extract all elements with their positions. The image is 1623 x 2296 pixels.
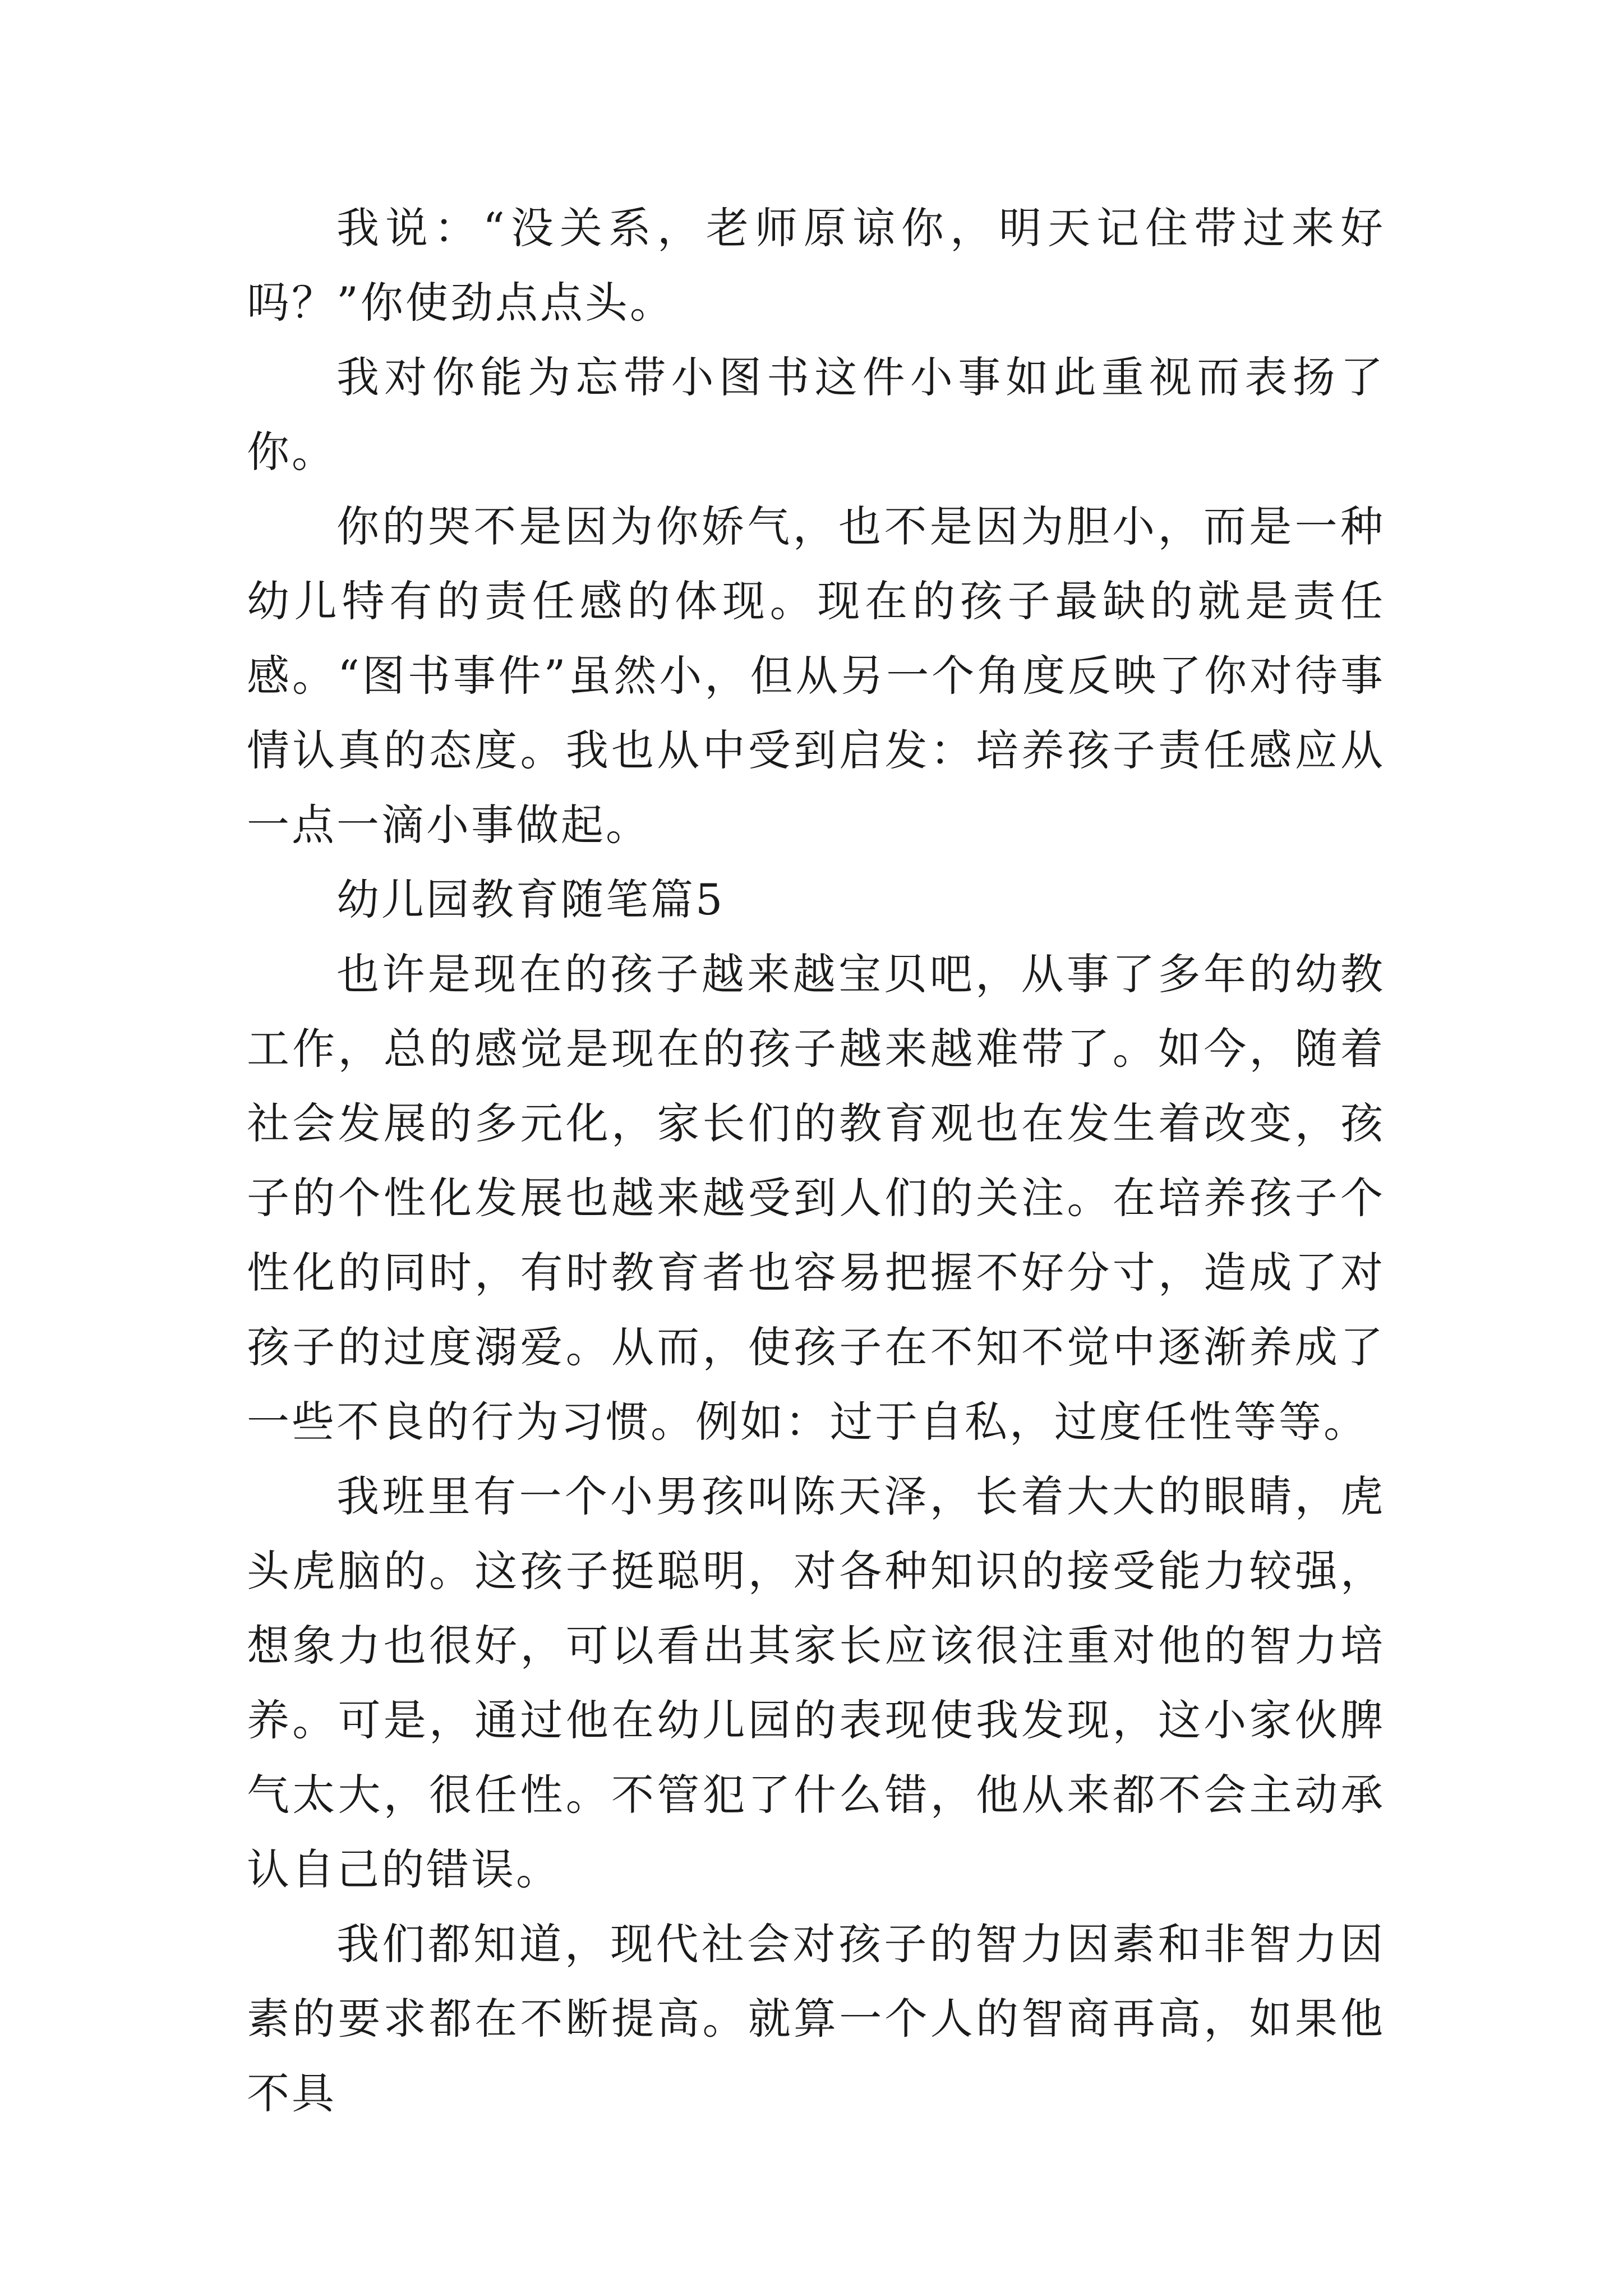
paragraph-4: 也许是现在的孩子越来越宝贝吧，从事了多年的幼教工作，总的感觉是现在的孩子越来越难带了。如今，随着社会发展的多元化，家长们的教育观也在发生着改变，孩子的个性化发展也越来越受到人们的关注。在培养孩子个性化的同时，有时教育者也容易把握不好分寸，造成了对孩子的过度溺爱。从而，使孩子在不知不觉中逐渐养成了一些不良的行为习惯。例如：过于自私，过度任性等等。 <box>247 949 1385 1447</box>
paragraph-2: 我对你能为忘带小图书这件小事如此重视而表扬了你。 <box>247 352 1385 477</box>
paragraph-6: 我们都知道，现代社会对孩子的智力因素和非智力因素的要求都在不断提高。就算一个人的智商再高，如果他不具 <box>247 1919 1385 2118</box>
section-heading: 幼儿园教育随笔篇5 <box>336 875 725 924</box>
paragraph-1: 我说：“没关系，老师原谅你，明天记住带过来好吗？”你使劲点点头。 <box>247 203 1385 328</box>
paragraph-3: 你的哭不是因为你娇气，也不是因为胆小，而是一种幼儿特有的责任感的体现。现在的孩子最缺的就是责任感。“图书事件”虽然小，但从另一个角度反映了你对待事情认真的态度。我也从中受到启发：培养孩子责任感应从一点一滴小事做起。 <box>247 501 1385 850</box>
paragraph-5: 我班里有一个小男孩叫陈天泽，长着大大的眼睛，虎头虎脑的。这孩子挺聪明，对各种知识的接受能力较强，想象力也很好，可以看出其家长应该很注重对他的智力培养。可是，通过他在幼儿园的表现使我发现，这小家伙脾气太大，很任性。不管犯了什么错，他从来都不会主动承认自己的错误。 <box>247 1471 1385 1894</box>
document-body <box>247 191 1385 2131</box>
